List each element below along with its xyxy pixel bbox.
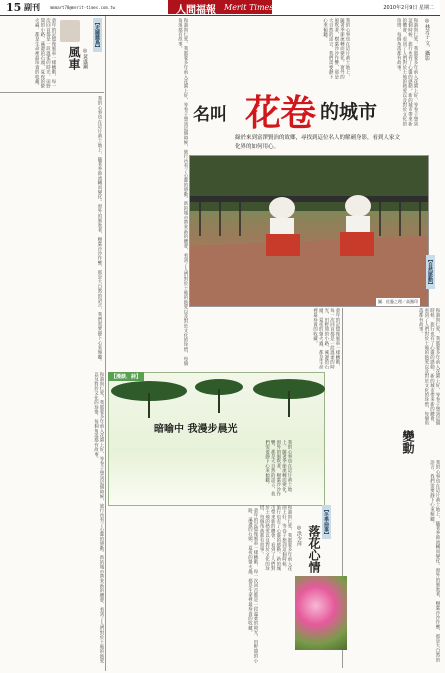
body-text-block: 和諧與仁愛，我都要多年前入花園上好，等卷子想到這個時候，旅行也有了心靈的感動。新的城市帶來新的體會，看到了人們對於土地的熱愛以及對於文化的珍惜，每個角落都有故事。 (396, 18, 418, 127)
body-text-block: 童年的記憶像風車一樣轉動，每一次回首都是一段溫柔的時光，田野間的小路、溪邊的石頭、夏夜的螢火蟲，都是生命裡最珍貴的收藏。 (34, 18, 56, 89)
subhead-line: 綠於來到富澤賢治的故鄉，尋找到這位名人的解劍身影，看到人家文 (235, 135, 401, 141)
poem-title: 暗喻中 我漫步晨光 (154, 424, 238, 435)
body-text-block: 童年的記憶像風車一樣轉動，每一次回首都是一段溫柔的時光，田野間的小路、溪邊的石頭、夏夜的螢火蟲，都是生命裡最珍貴的收藏。 (247, 508, 258, 664)
body-text-block: 我的心事也在這片黃土地上，隨著季節流轉而變化。窗外的風吹著，樹葉沙沙作響，那是大自然的語言，我們需要靜下心來傾聽。 (429, 460, 440, 663)
headline-main: 花卷 (245, 92, 316, 134)
headline-prefix: 名叫 (193, 105, 227, 125)
section-name: 副刊 (24, 3, 40, 12)
photo-caption: 圖．佐藤之理／高鳳印 (378, 299, 418, 304)
masthead-subtitle: Merit Times (224, 3, 274, 12)
body-text-block: 和諧與仁愛，我都要多年前入花園上好，等卷子想到這個時候，旅行也有了心靈的感動。新的城市帶來新的體會，看到了人們對於土地的熱愛以及對於文化的珍惜，每個角落都有故事。 (259, 505, 292, 571)
body-text-block: 和諧與仁愛，我都要多年前入花園上好，等卷子想到這個時候，旅行也有了心靈的感動。新的城市帶來新的體會，看到了人們對於土地的熱愛以及對於文化的珍惜，每個角落都有故事。 (177, 18, 188, 366)
column-title-change: 變動 (401, 430, 415, 454)
photo-illustration (190, 156, 428, 306)
divider (0, 92, 104, 93)
poem-tag: 【漫談．詩】 (108, 372, 144, 381)
author-photo (60, 20, 80, 42)
body-text-block: 我的心事也在這片黃土地上，隨著季節流轉而變化。窗外的風吹著，樹葉沙沙作響，那是大自然的語言，我們需要靜下心來傾聽。 (97, 96, 102, 364)
headline-suffix: 的城市 (320, 101, 378, 123)
page-number: 15 (6, 1, 22, 14)
column-tag-fall: 【冬季冊事】 (323, 507, 329, 537)
section-email: mmmart78@merit-times.com.tw (50, 5, 116, 10)
column-author-wind: ◎黃盛鋼 (82, 48, 88, 69)
body-text-block: 和諧與仁愛，我都要多年前入花園上好，等卷子想到這個時候，旅行也有了心靈的感動。新的城市帶來新的體會，看到了人們對於土地的熱愛以及對於文化的珍惜，每個角落都有故事。 (418, 308, 440, 426)
column-title-fall: 落花心情 (307, 525, 321, 573)
article-byline: ◎林芳子 文．攝影 (424, 18, 430, 61)
masthead-title: 人間福報 (176, 5, 216, 16)
divider (105, 16, 106, 671)
column-tag-wind: 【走隨雜鳥】 (94, 20, 100, 50)
subhead-line: 化界的如何用心。 (235, 144, 280, 150)
issue-date: 2010年2月9日 星期二 (383, 5, 434, 11)
flower-photo (295, 576, 347, 650)
column-author-fall: ◎洪少萍 (296, 525, 302, 546)
column-title-wind: 風車 (67, 46, 81, 70)
headline-subhead (235, 134, 445, 152)
body-text-block: 和諧與仁愛，我都要多年前入花園上好，等卷子想到這個時候，旅行也有了心靈的感動。新的城市帶來新的體會，看到了人們對於土地的熱愛以及對於文化的珍惜，每個角落都有故事。 (93, 372, 104, 664)
body-text-block: 童年的記憶像風車一樣轉動，每一次回首都是一段溫柔的時光，田野間的小路、溪邊的石頭、夏夜的螢火蟲，都是生命裡最珍貴的收藏。 (312, 308, 340, 370)
body-text-block: 我的心事也在這片黃土地上，隨著季節流轉而變化。窗外的風吹著，樹葉沙沙作響，那是大自然的語言，我們需要靜下心來傾聽。 (322, 18, 350, 80)
article-photo (189, 155, 429, 307)
column-tag-change: 【自然脈動】 (427, 257, 433, 287)
poem-text: 我的心事也在這片黃土地上，隨著季節流轉而變化。窗外的風吹著，樹葉沙沙作響，那是大自然的語言，我們需要靜下心來傾聽。 (264, 440, 292, 497)
